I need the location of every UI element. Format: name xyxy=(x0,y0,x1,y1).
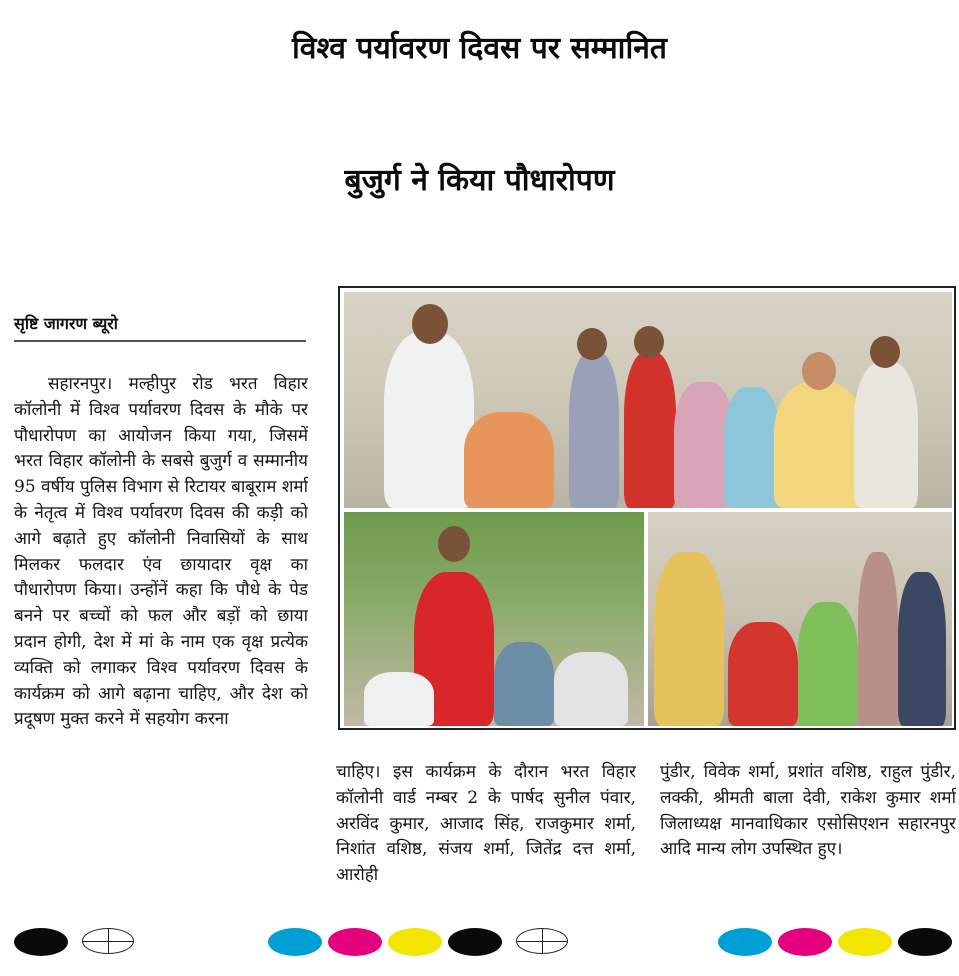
article-text-col3: पुंडीर, विवेक शर्मा, प्रशांत वशिष्ठ, राहुल पुंडीर, लक्की, श्रीमती बाला देवी, राकेश कुमार शर्मा जिलाध्यक्ष मानवाधिकार एसोसिएशन सहारनपुर आदि मान्य लोग उपस्थित हुए। xyxy=(660,762,956,860)
print-registration-marks xyxy=(0,928,959,958)
headline-line-1: विश्व पर्यावरण दिवस पर सम्मानित xyxy=(292,31,667,66)
article-column-1 xyxy=(14,372,308,920)
photo-elder-planting xyxy=(648,512,952,726)
magenta-registration-dot xyxy=(328,928,382,956)
crosshair-registration-mark xyxy=(82,928,134,954)
black-registration-dot xyxy=(14,928,68,956)
cyan-registration-dot xyxy=(268,928,322,956)
article-column-2 xyxy=(336,760,636,920)
black-registration-dot xyxy=(448,928,502,956)
yellow-registration-dot xyxy=(838,928,892,956)
article-text-col2: चाहिए। इस कार्यक्रम के दौरान भरत विहार कॉलोनी वार्ड नम्बर 2 के पार्षद सुनील पंवार, अरविंद कुमार, आजाद सिंह, राजकुमार शर्मा, निशांत वशिष्ठ, संजय शर्मा, जितेंद्र दत्त शर्मा, आरोही xyxy=(336,762,636,886)
photo-group-planting xyxy=(344,292,952,508)
byline: सृष्टि जागरण ब्यूरो xyxy=(14,312,306,342)
crosshair-registration-mark xyxy=(516,928,568,954)
headline-line-2: बुजुर्ग ने किया पौधारोपण xyxy=(344,163,615,198)
article-column-3 xyxy=(660,760,956,920)
photo-youths-planting xyxy=(344,512,644,726)
yellow-registration-dot xyxy=(388,928,442,956)
cyan-registration-dot xyxy=(718,928,772,956)
black-registration-dot xyxy=(898,928,952,956)
photo-collage xyxy=(338,286,956,730)
magenta-registration-dot xyxy=(778,928,832,956)
article-text-col1: सहारनपुर। मल्हीपुर रोड भरत विहार कॉलोनी में विश्व पर्यावरण दिवस के मौके पर पौधारोपण का आयोजन किया गया, जिसमें भरत विहार कॉलोनी के सबसे बुजुर्ग व सम्मानीय 95 वर्षीय पुलिस विभाग से रिटायर बाबूराम शर्मा के नेतृत्व में विश्व पर्यावरण दिवस की कड़ी को आगे बढ़ाते हुए कॉलोनी निवासियों के साथ मिलकर फलदार एंव छायादार वृक्ष का पौधारोपण किया। उन्होंनें कहा कि पौधे के पेड बनने पर बच्चों को फल और बड़ों को छाया प्रदान होगी, देश में मां के नाम एक वृक्ष प्रत्येक व्यक्ति को लगाकर विश्व पर्यावरण दिवस के कार्यक्रम को आगे बढ़ाना चाहिए, और देश को प्रदूषण मुक्त करने में सहयोग करना xyxy=(14,374,308,730)
